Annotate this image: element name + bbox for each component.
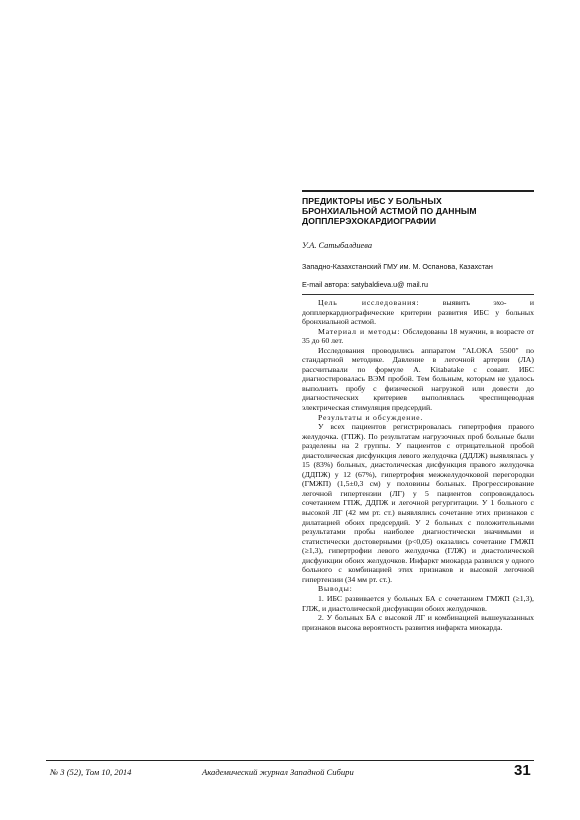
issue-info: № 3 (52), Том 10, 2014 bbox=[50, 767, 132, 777]
results-paragraph: У всех пациентов регистрировалась гипертрофия правого желудочка. (ГПЖ). По результатам нагрузочных проб больные были разделены на 2 группы. У пациентов с отрицательной пробой диастолическая дисфункция левого желудочка (ДДЛЖ) выявлялась у 15 (83%) больных, диастолическая дисфункция правого желудочка (ДДПЖ) у 12 (67%), гипертрофия межжелудочковой перегородки (ГМЖП) (1,5±0,3 см) у половины больных. Прогрессирование легочной гипертензии (ЛГ) у 5 пациентов сопровождалось сочетанием ГПЖ, ДДПЖ и легочной регургитации. У 1 больного с высокой ЛГ (42 мм рт. ст.) выявлялись сочетание этих признаков с дилатацией обоих предсердий. У 2 больных с положительными результатами пробы наиболее диагностически значимыми и статистически достоверными (р<0,05) оказались сочетание ГМЖП (≥1,3), гипертрофии левого желудочка (ГЛЖ) и диастолической дисфункции обоих желудочков. Инфаркт миокарда развился у одного больного с комбинацией этих признаков и высокой легочной гипертензии (34 мм рт. ст.). bbox=[302, 422, 534, 584]
article-title bbox=[302, 196, 534, 227]
aim-heading: Цель исследования: bbox=[318, 298, 420, 307]
methods-paragraph-2: Исследования проводились аппаратом "ALOKA 5500" по стандартной методике. Давление в легочной артерии (ЛА) рассчитывали по формуле A. Kitabatake с совавт. ИБС диагностировалась ВЭМ пробой. Тем больным, которым не удалось выполнить пробу с физической нагрузкой или довести до диагностических критериев выполнялась чреспищеводная электрическая стимуляция предсердий. bbox=[302, 345, 534, 413]
title-line-1: ПРЕДИКТОРЫ ИБС У БОЛЬНЫХ bbox=[302, 196, 442, 206]
conclusions-heading: Выводы: bbox=[318, 584, 353, 594]
conclusion-2: 2. У больных БА с высокой ЛГ и комбинацией вышеуказанных признаков высока вероятность развития инфаркта миокарда. bbox=[302, 613, 534, 632]
methods-heading: Материал и методы: bbox=[318, 326, 401, 336]
header-divider bbox=[302, 294, 534, 295]
article-body bbox=[302, 298, 534, 632]
title-line-2: БРОНХИАЛЬНОЙ АСТМОЙ ПО ДАННЫМ bbox=[302, 206, 477, 217]
title-line-3: ДОППЛЕРЭХОКАРДИОГРАФИИ bbox=[302, 216, 437, 227]
aim-text: выявить эхо- и допплеркардиографические критерии развития ИБС у больных бронхиальной астмой. bbox=[302, 298, 534, 327]
results-heading: Результаты и обсуждение. bbox=[318, 412, 424, 422]
author-email: E-mail автора: satybaldieva.u@ mail.ru bbox=[302, 280, 429, 289]
journal-name: Академический журнал Западной Сибири bbox=[202, 767, 354, 777]
methods-text: Обследованы 18 мужчин, в возрасте от 35 до 60 лет. bbox=[302, 326, 534, 346]
author-name: У.А. Сатыбалдиева bbox=[302, 241, 373, 250]
page-number: 31 bbox=[514, 762, 531, 779]
methods-paragraph bbox=[302, 327, 534, 346]
aim-paragraph bbox=[302, 298, 534, 327]
affiliation: Западно-Казахстанский ГМУ им. М. Оспанова, Казахстан bbox=[302, 262, 493, 271]
conclusion-1: 1. ИБС развивается у больных БА с сочетанием ГМЖП (≥1,3), ГЛЖ, и диастолической дисфункции обоих желудочков. bbox=[302, 593, 534, 613]
title-top-rule bbox=[302, 190, 534, 192]
footer-rule bbox=[46, 760, 534, 761]
